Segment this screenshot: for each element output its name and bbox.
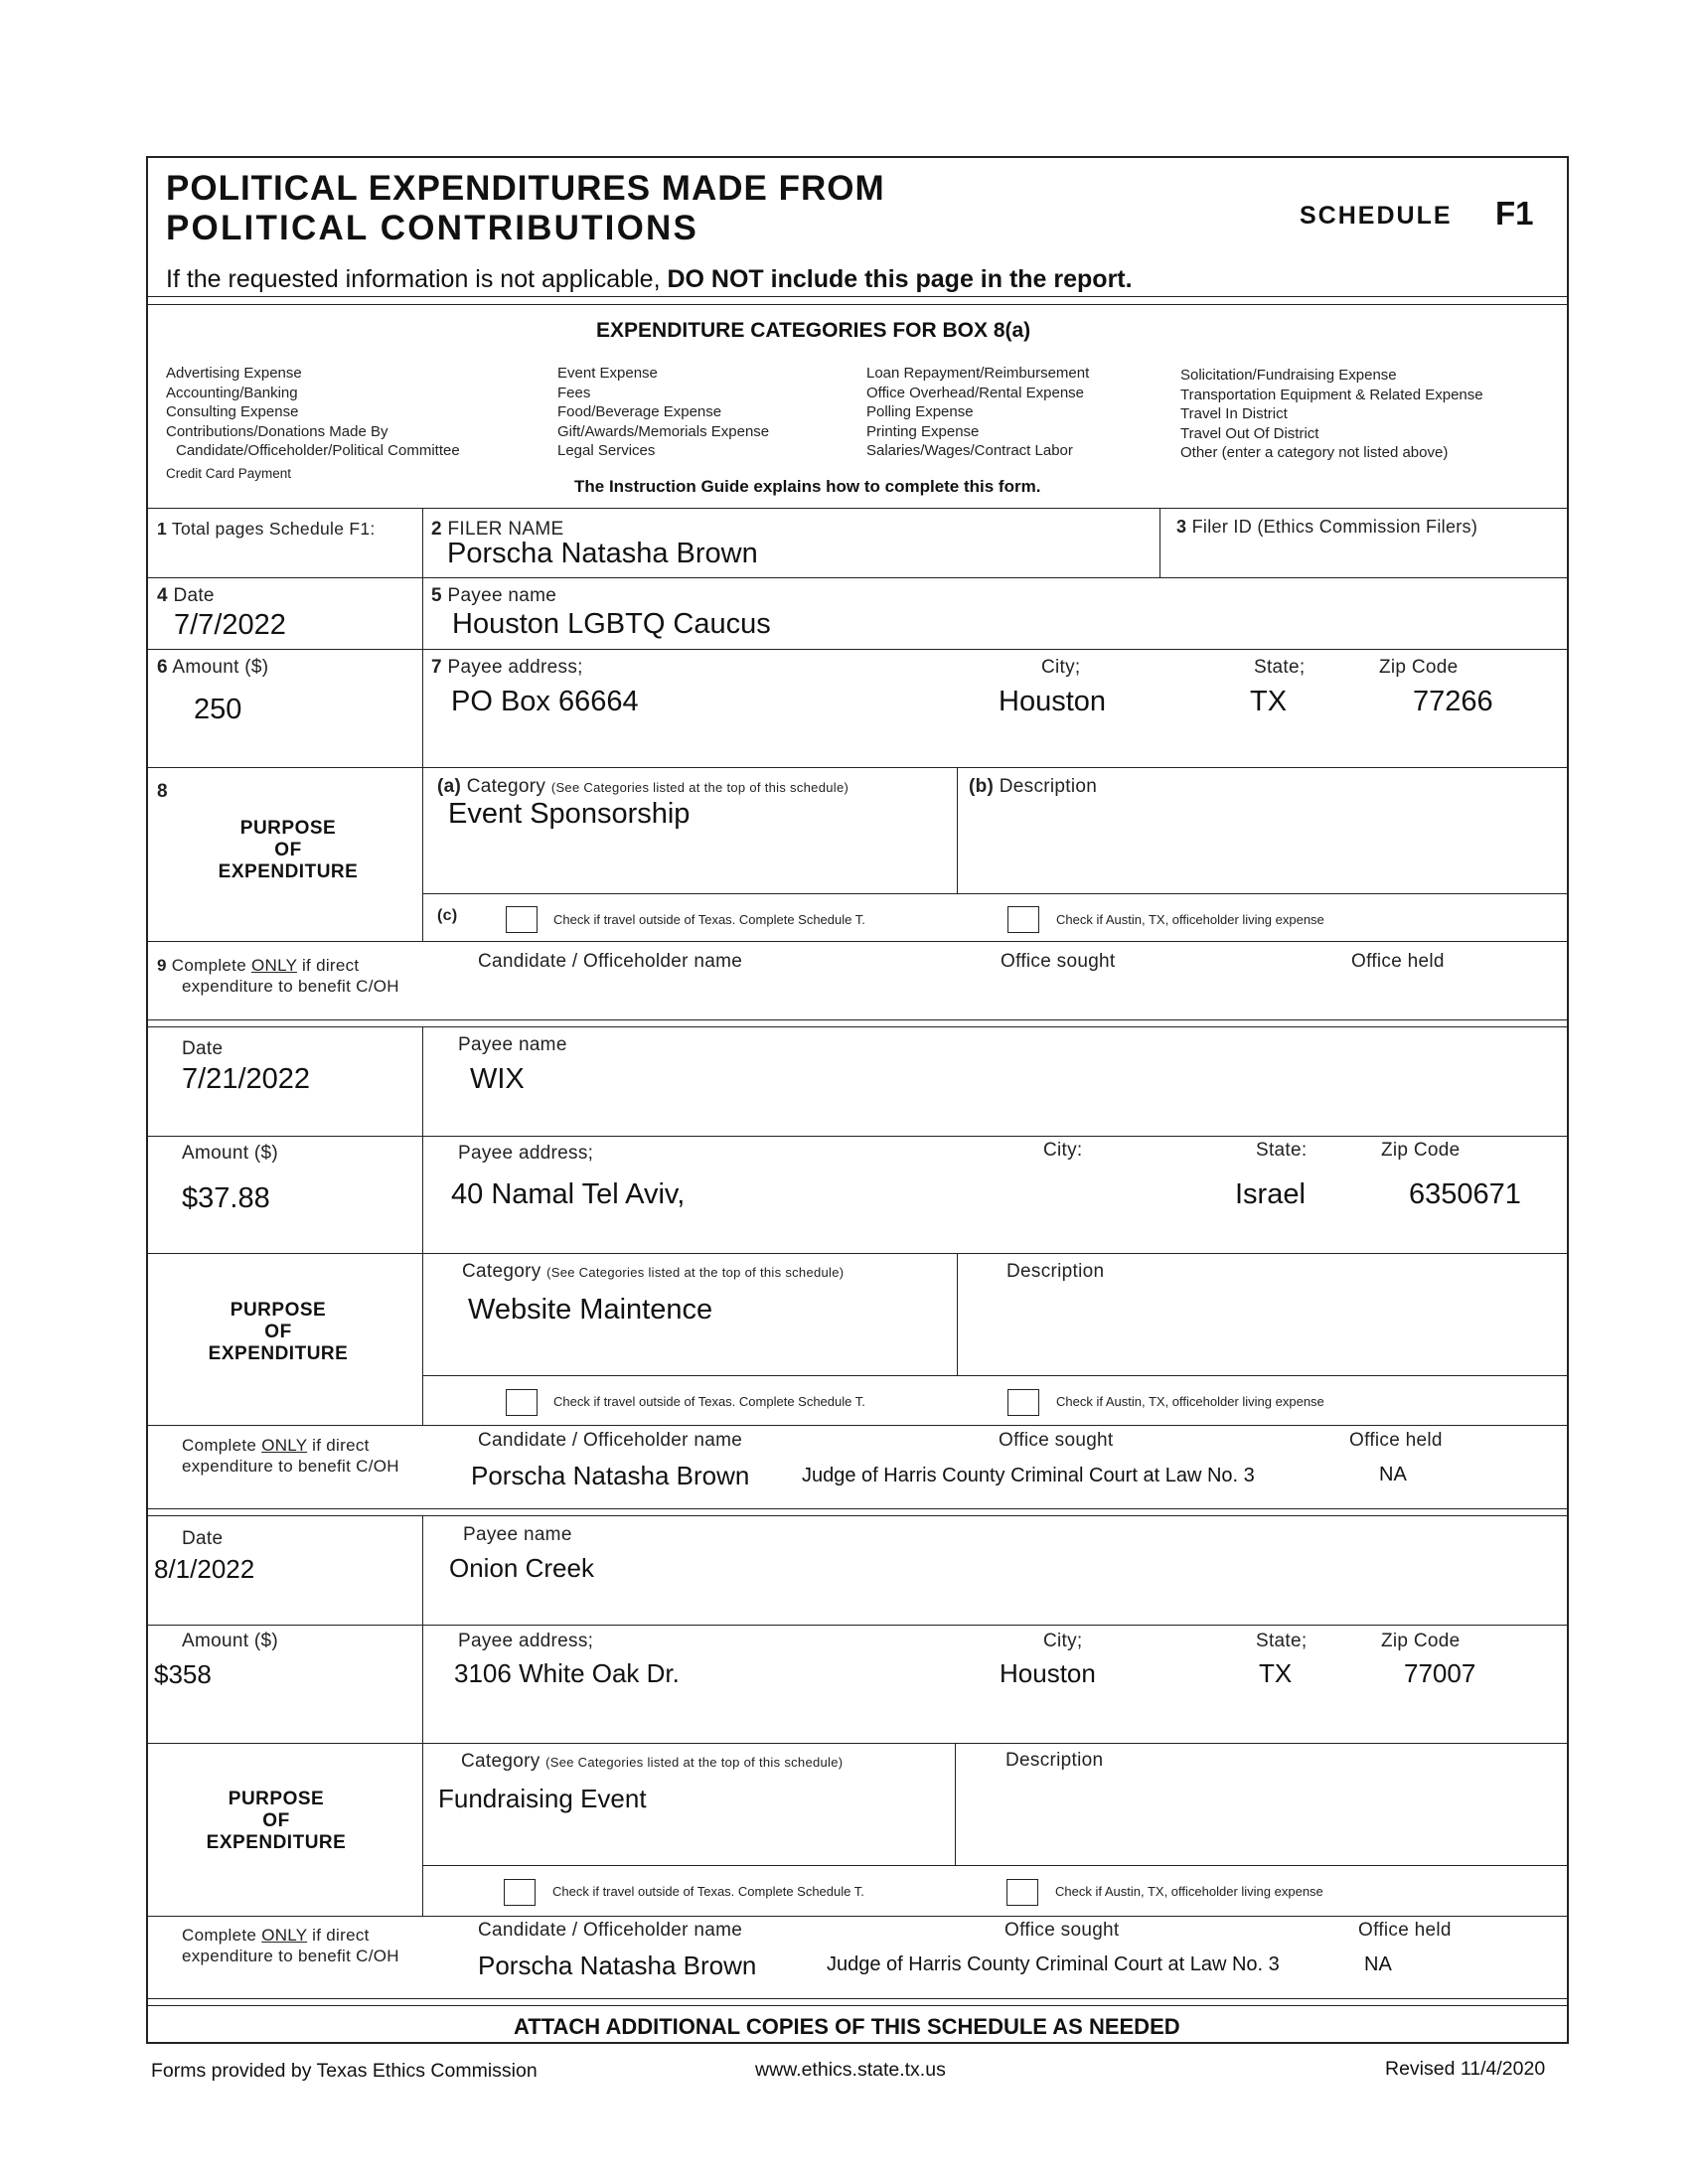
- category-value-2[interactable]: Website Maintence: [468, 1294, 713, 1326]
- category-item: Fees: [557, 384, 591, 401]
- c-mark: (c): [437, 907, 458, 924]
- zip-label: Zip Code: [1379, 657, 1459, 678]
- category-item: Consulting Expense: [166, 403, 299, 420]
- office-held-value-3[interactable]: NA: [1364, 1953, 1392, 1975]
- state-value[interactable]: TX: [1250, 686, 1288, 717]
- category-item: Transportation Equipment & Related Expense: [1180, 386, 1483, 403]
- payee-name-label: 5 Payee name: [431, 585, 557, 606]
- payee-address-label: 7 Payee address;: [431, 657, 583, 678]
- candidate-name-label-3: Candidate / Officeholder name: [478, 1920, 743, 1941]
- office-held-label-3: Office held: [1358, 1920, 1452, 1941]
- payee-address-label-2: Payee address;: [458, 1143, 594, 1164]
- office-sought-value-3[interactable]: Judge of Harris County Criminal Court at Law No. 3: [827, 1953, 1280, 1975]
- date-label-3: Date: [182, 1528, 224, 1549]
- zip-label-2: Zip Code: [1381, 1140, 1461, 1161]
- description-label: (b) Description: [969, 776, 1098, 797]
- amount-label-2: Amount ($): [182, 1143, 278, 1164]
- category-item: Event Expense: [557, 365, 658, 382]
- payee-name-value-3[interactable]: Onion Creek: [449, 1553, 594, 1583]
- amount-value-2[interactable]: $37.88: [182, 1182, 270, 1214]
- austin-living-expense-checkbox[interactable]: [1007, 906, 1039, 933]
- category-item: Food/Beverage Expense: [557, 403, 722, 420]
- category-value-3[interactable]: Fundraising Event: [438, 1784, 647, 1813]
- office-sought-label: Office sought: [1001, 951, 1116, 972]
- date-label: 4 Date: [157, 585, 215, 606]
- office-held-value-2[interactable]: NA: [1379, 1464, 1407, 1485]
- payee-name-label-2: Payee name: [458, 1034, 567, 1055]
- category-item: Printing Expense: [866, 422, 980, 440]
- state-label: State;: [1254, 657, 1306, 678]
- state-value-2[interactable]: Israel: [1235, 1178, 1306, 1210]
- purpose-heading-3: PURPOSE OF EXPENDITURE: [206, 1789, 347, 1853]
- notice-prefix: If the requested information is not applicable,: [166, 265, 661, 293]
- address-value-2[interactable]: 40 Namal Tel Aviv,: [451, 1178, 686, 1210]
- city-label-2: City:: [1043, 1140, 1083, 1161]
- purpose-heading-2: PURPOSE OF EXPENDITURE: [208, 1300, 349, 1364]
- payee-name-label-3: Payee name: [463, 1524, 572, 1545]
- filer-name-label: 2 FILER NAME: [431, 519, 564, 540]
- categories-col3: [866, 364, 1089, 461]
- travel-outside-texas-checkbox-2[interactable]: [506, 1389, 538, 1416]
- category-label: (a) Category (See Categories listed at the top of this schedule): [437, 776, 849, 797]
- filer-name-value[interactable]: Porscha Natasha Brown: [447, 538, 758, 569]
- city-value-3[interactable]: Houston: [1000, 1658, 1096, 1688]
- city-label: City;: [1041, 657, 1081, 678]
- purpose-number: 8: [157, 781, 168, 802]
- instruction-guide-note: The Instruction Guide explains how to complete this form.: [574, 477, 1041, 496]
- category-item: Contributions/Donations Made By: [166, 422, 388, 440]
- state-label-3: State;: [1256, 1631, 1308, 1651]
- category-item: Advertising Expense: [166, 365, 302, 382]
- city-label-3: City;: [1043, 1631, 1083, 1651]
- category-item: Candidate/Officeholder/Political Committee: [176, 442, 460, 459]
- address-value-3[interactable]: 3106 White Oak Dr.: [454, 1658, 680, 1688]
- date-value-3[interactable]: 8/1/2022: [154, 1554, 255, 1584]
- category-item: Other (enter a category not listed above): [1180, 444, 1449, 461]
- category-item: Credit Card Payment: [166, 465, 292, 481]
- state-label-2: State:: [1256, 1140, 1308, 1161]
- category-item: Travel Out Of District: [1180, 424, 1319, 442]
- categories-heading: EXPENDITURE CATEGORIES FOR BOX 8(a): [596, 319, 1031, 342]
- category-item: Loan Repayment/Reimbursement: [866, 365, 1090, 382]
- category-item: Polling Expense: [866, 403, 974, 420]
- category-item: Salaries/Wages/Contract Labor: [866, 442, 1073, 459]
- amount-value[interactable]: 250: [194, 694, 242, 725]
- form-title-line1: POLITICAL EXPENDITURES MADE FROM: [166, 169, 885, 208]
- category-item: Gift/Awards/Memorials Expense: [557, 422, 770, 440]
- zip-value[interactable]: 77266: [1413, 686, 1493, 717]
- austin-living-expense-label-2: Check if Austin, TX, officeholder living expense: [1056, 1394, 1324, 1409]
- purpose-heading: PURPOSE OF EXPENDITURE: [218, 818, 359, 882]
- forms-provided-by: Forms provided by Texas Ethics Commission: [151, 2060, 538, 2082]
- schedule-word: SCHEDULE: [1300, 202, 1453, 230]
- travel-outside-texas-label-2: Check if travel outside of Texas. Complete Schedule T.: [553, 1394, 865, 1409]
- category-label-2: Category (See Categories listed at the top of this schedule): [462, 1261, 845, 1282]
- category-item: Travel In District: [1180, 405, 1288, 422]
- candidate-name-value-3[interactable]: Porscha Natasha Brown: [478, 1950, 757, 1980]
- category-label-3: Category (See Categories listed at the top of this schedule): [461, 1751, 844, 1772]
- form-title-line2: POLITICAL CONTRIBUTIONS: [166, 209, 699, 247]
- website-link[interactable]: www.ethics.state.tx.us: [755, 2059, 946, 2081]
- complete-only-note-3: Complete ONLY if direct expenditure to benefit C/OH: [182, 1926, 399, 1965]
- date-value-2[interactable]: 7/21/2022: [182, 1063, 311, 1095]
- austin-living-expense-checkbox-2[interactable]: [1007, 1389, 1039, 1416]
- payee-name-value[interactable]: Houston LGBTQ Caucus: [452, 608, 771, 640]
- office-held-label-2: Office held: [1349, 1430, 1443, 1451]
- category-value[interactable]: Event Sponsorship: [448, 798, 691, 830]
- candidate-name-label: Candidate / Officeholder name: [478, 951, 743, 972]
- category-item: Accounting/Banking: [166, 384, 298, 401]
- address-value[interactable]: PO Box 66664: [451, 686, 639, 717]
- zip-value-2[interactable]: 6350671: [1409, 1178, 1521, 1210]
- category-item: Legal Services: [557, 442, 656, 459]
- filer-id-label: 3 Filer ID (Ethics Commission Filers): [1176, 517, 1478, 537]
- description-label-2: Description: [1006, 1261, 1105, 1282]
- travel-outside-texas-checkbox[interactable]: [506, 906, 538, 933]
- category-item: Office Overhead/Rental Expense: [866, 384, 1085, 401]
- austin-living-expense-label-3: Check if Austin, TX, officeholder living expense: [1055, 1884, 1323, 1899]
- state-value-3[interactable]: TX: [1259, 1658, 1293, 1688]
- travel-outside-texas-label-3: Check if travel outside of Texas. Complete Schedule T.: [552, 1884, 864, 1899]
- date-label-2: Date: [182, 1038, 224, 1059]
- austin-living-expense-checkbox-3[interactable]: [1006, 1879, 1038, 1906]
- categories-col1: [166, 364, 460, 483]
- revision-date: Revised 11/4/2020: [1385, 2058, 1546, 2080]
- categories-col4: [1180, 366, 1483, 463]
- austin-living-expense-label: Check if Austin, TX, officeholder living expense: [1056, 912, 1324, 927]
- amount-label-3: Amount ($): [182, 1631, 278, 1651]
- total-pages-label: 1 Total pages Schedule F1:: [157, 519, 376, 539]
- complete-only-note-2: Complete ONLY if direct expenditure to benefit C/OH: [182, 1436, 399, 1476]
- description-label-3: Description: [1005, 1750, 1104, 1771]
- office-sought-label-2: Office sought: [999, 1430, 1114, 1451]
- categories-col2: [557, 364, 769, 461]
- candidate-name-value-2[interactable]: Porscha Natasha Brown: [471, 1461, 750, 1490]
- office-sought-value-2[interactable]: Judge of Harris County Criminal Court at Law No. 3: [802, 1465, 1255, 1486]
- office-sought-label-3: Office sought: [1004, 1920, 1120, 1941]
- amount-value-3[interactable]: $358: [154, 1659, 212, 1689]
- payee-address-label-3: Payee address;: [458, 1631, 594, 1651]
- amount-label: 6 Amount ($): [157, 657, 269, 678]
- category-item: Solicitation/Fundraising Expense: [1180, 367, 1397, 384]
- complete-only-note: 9 Complete ONLY if direct expenditure to benefit C/OH: [157, 956, 399, 996]
- travel-outside-texas-checkbox-3[interactable]: [504, 1879, 536, 1906]
- travel-outside-texas-label: Check if travel outside of Texas. Complete Schedule T.: [553, 912, 865, 927]
- date-value[interactable]: 7/7/2022: [174, 609, 286, 641]
- schedule-code: F1: [1495, 195, 1534, 232]
- city-value[interactable]: Houston: [999, 686, 1107, 717]
- office-held-label: Office held: [1351, 951, 1445, 972]
- attach-copies-note: ATTACH ADDITIONAL COPIES OF THIS SCHEDULE AS NEEDED: [514, 2014, 1180, 2039]
- notice-bold: DO NOT include this page in the report.: [667, 265, 1133, 293]
- zip-value-3[interactable]: 77007: [1404, 1658, 1476, 1688]
- zip-label-3: Zip Code: [1381, 1631, 1461, 1651]
- candidate-name-label-2: Candidate / Officeholder name: [478, 1430, 743, 1451]
- not-applicable-notice: [166, 265, 1133, 294]
- payee-name-value-2[interactable]: WIX: [470, 1063, 525, 1095]
